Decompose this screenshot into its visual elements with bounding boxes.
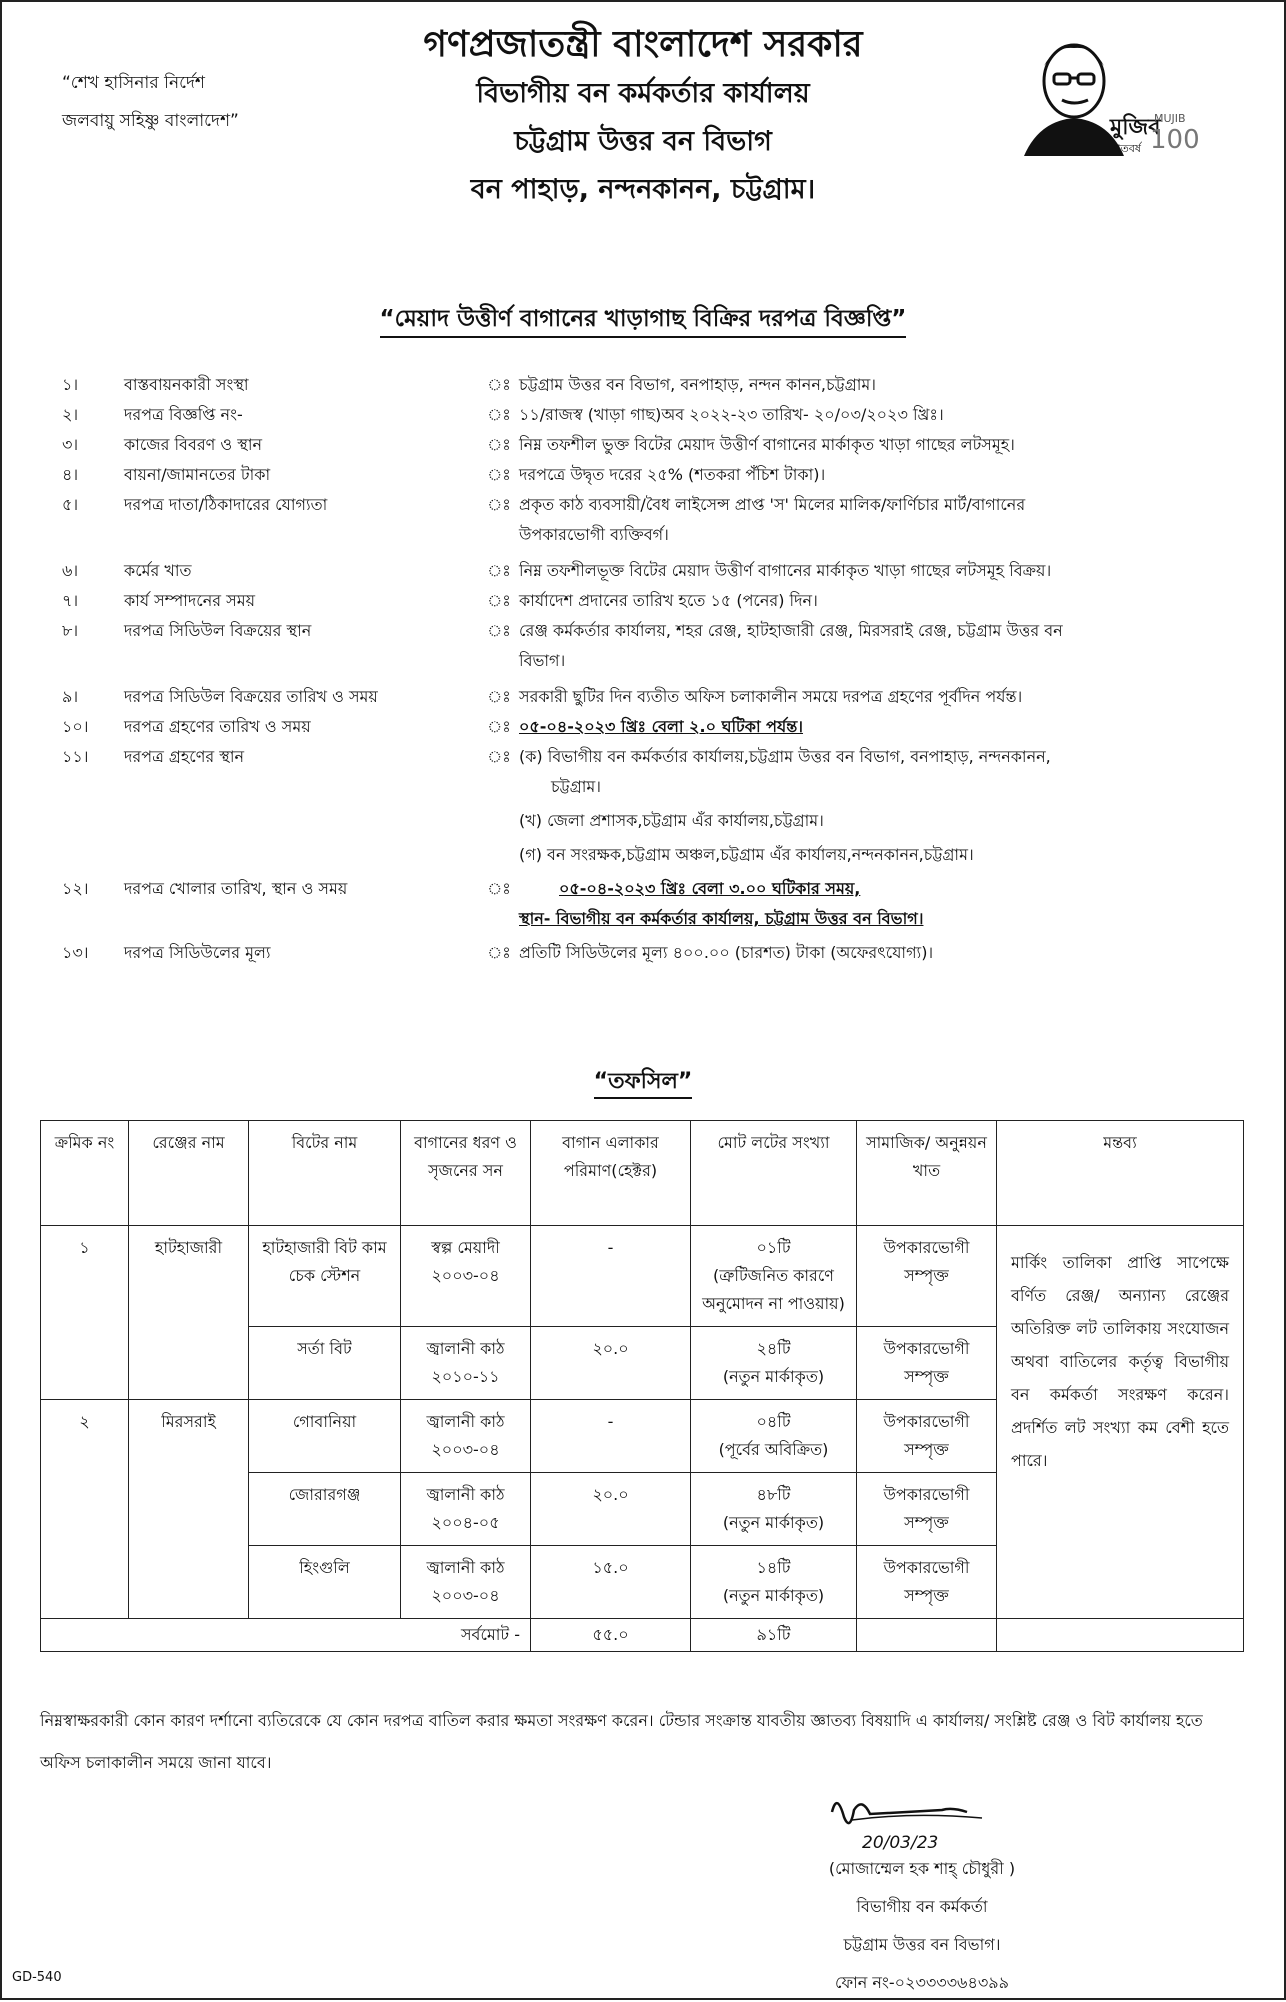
item-row [62,682,1242,712]
gd-number: GD-540 [12,1970,62,1985]
item-colon: ঃ [487,375,511,394]
table-total-row [41,1619,1244,1652]
office-name: বিভাগীয় বন কর্মকর্তার কার্যালয় [476,78,810,109]
signatory-office: চট্টগ্রাম উত্তর বন বিভাগ। [843,1935,1001,1954]
item-row [62,586,1242,616]
signature-block [772,1850,1072,2002]
item-number: ১। [62,375,79,394]
item-row [62,712,1242,742]
cell-remark: মার্কিং তালিকা প্রাপ্তি সাপেক্ষে বর্ণিত রেঞ্জ/ অন্যান্য রেঞ্জের অতিরিক্ত লট তালিকায় সংযোজন অথবা বাতিলের কর্তৃত্ব বিভাগীয় বন কর্মকর্তা সংরক্ষণ করেন। প্রদর্শিত লট সংখ্যা কম বেশী হতে পারে। [997,1226,1244,1619]
item-number: ১১। [62,747,89,766]
item-value-line: ০৫-০৪-২০২৩ খ্রিঃ বেলা ৩.০০ ঘটিকার সময়, [559,879,861,898]
col-header-area: বাগান এলাকার পরিমাণ(হেক্টর) [531,1121,691,1226]
item-label: বাস্তবায়নকারী সংস্থা [124,375,249,394]
item-label: কর্মের খাত [124,561,192,580]
item-row [62,938,1242,968]
lots-note: (পূর্বের অবিক্রিত) [718,1440,829,1459]
col-header-remark: মন্তব্য [997,1121,1244,1226]
item-value: ১১/রাজস্ব (খাড়া গাছ)অব ২০২২-২৩ তারিখ- ২০/০৩/২০২৩ খ্রিঃ। [519,405,944,424]
item-number: ৯। [62,687,79,706]
item-row [62,430,1242,460]
logo-text-shatabarsha: শতবর্ষ [1114,142,1141,155]
item-label: কার্য সম্পাদনের সময় [124,591,256,610]
item-value [519,616,1242,676]
item-number: ২। [62,405,79,424]
signature-icon [792,1792,1042,1852]
slogan-line-1: “শেখ হাসিনার নির্দেশ [62,73,205,93]
mujib-100-logo [1004,26,1200,166]
item-row [62,460,1242,490]
item-label: কাজের বিবরণ ও স্থান [124,435,263,454]
total-label: সর্বমোট - [41,1619,531,1652]
signatory-designation: বিভাগীয় বন কর্মকর্তা [856,1897,988,1916]
cell-range: হাটহাজারী [129,1226,249,1400]
lots-note: (নতুন মার্কাকৃত) [722,1367,825,1386]
cell-lots [691,1400,857,1473]
cell-range: মিরসরাই [129,1400,249,1619]
item-colon: ঃ [487,687,511,706]
item-number: ১২। [62,879,89,898]
item-value-line: (গ) বন সংরক্ষক,চট্টগ্রাম অঞ্চল,চট্টগ্রাম এঁর কার্যালয়,নন্দনকানন,চট্টগ্রাম। [519,845,974,864]
cell-area: ২০.০ [531,1473,691,1546]
cell-type: জ্বালানী কাঠ ২০০৪-০৫ [401,1473,531,1546]
table-row [41,1226,1244,1327]
item-label: দরপত্র সিডিউলের মূল্য [124,943,271,962]
total-area: ৫৫.০ [531,1619,691,1652]
cell-beat: সর্তা বিট [249,1327,401,1400]
cell-sector: উপকারভোগী সম্পৃক্ত [857,1226,997,1327]
cell-lots [691,1546,857,1619]
item-row [62,400,1242,430]
govt-title: গণপ্রজাতন্ত্রী বাংলাদেশ সরকার [423,24,863,65]
details-table [40,1120,1244,1652]
item-row [62,742,1242,870]
cell-area: ১৫.০ [531,1546,691,1619]
lots-note: (নতুন মার্কাকৃত) [722,1586,825,1605]
item-colon: ঃ [487,495,511,514]
item-colon: ঃ [487,621,511,640]
lots-count: ০১টি [756,1238,791,1257]
item-row [62,490,1242,550]
item-number: ৩। [62,435,79,454]
item-number: ৮। [62,621,79,640]
item-value-line: উপকারভোগী ব্যক্তিবর্গ। [519,525,669,544]
item-value-line: প্রকৃত কাঠ ব্যবসায়ী/বৈধ লাইসেন্স প্রাপ্ত 'স' মিলের মালিক/ফার্ণিচার মার্ট/বাগানের [519,495,1026,514]
item-number: ১৩। [62,943,89,962]
item-value: ০৫-০৪-২০২৩ খ্রিঃ বেলা ২.০ ঘটিকা পর্যন্ত। [519,717,804,736]
item-number: ৪। [62,465,79,484]
lots-count: ১৪টি [756,1558,791,1577]
logo-text-mujib-en: MUJIB [1154,112,1186,125]
logo-text-100: 100 [1150,125,1200,155]
lots-note: (ত্রুটিজনিত কারণে অনুমোদন না পাওয়ায়) [702,1266,845,1313]
signature [792,1792,1042,1852]
signatory-phone: ফোন নং-০২৩৩৩৩৬৪৩৯৯ [834,1973,1010,1992]
cell-beat: হাটহাজারী বিট কাম চেক স্টেশন [249,1226,401,1327]
cell-sector: উপকারভোগী সম্পৃক্ত [857,1473,997,1546]
item-row [62,370,1242,400]
item-number: ৫। [62,495,79,514]
col-header-beat: বিটের নাম [249,1121,401,1226]
notice-title: “মেয়াদ উত্তীর্ণ বাগানের খাড়াগাছ বিক্রির দরপত্র বিজ্ঞপ্তি” [2,300,1284,339]
item-number: ১০। [62,717,89,736]
total-empty-1 [857,1619,997,1652]
item-colon: ঃ [487,717,511,736]
logo-text-mujib: মুজিব [1110,115,1161,140]
cell-beat: গোবানিয়া [249,1400,401,1473]
cell-beat: জোরারগঞ্জ [249,1473,401,1546]
item-colon: ঃ [487,747,511,766]
slogan-line-2: জলবায়ু সহিষ্ণু বাংলাদেশ” [62,111,239,131]
item-value [519,742,1242,870]
details-title: “তফসিল” [2,1064,1284,1101]
item-colon: ঃ [487,405,511,424]
cell-serial: ১ [41,1226,129,1400]
item-label: দরপত্র সিডিউল বিক্রয়ের তারিখ ও সময় [124,687,378,706]
lots-count: ২৪টি [756,1339,791,1358]
cell-type: জ্বালানী কাঠ ২০০৩-০৪ [401,1546,531,1619]
item-colon: ঃ [487,465,511,484]
item-colon: ঃ [487,879,511,898]
signatory-name: (মোজাম্মেল হক শাহ্ চৌধুরী ) [828,1859,1016,1878]
item-value-line: (খ) জেলা প্রশাসক,চট্টগ্রাম এঁর কার্যালয়,চট্টগ্রাম। [519,811,824,830]
cell-type: জ্বালানী কাঠ ২০১০-১১ [401,1327,531,1400]
col-header-type: বাগানের ধরণ ও সৃজনের সন [401,1121,531,1226]
item-row [62,556,1242,586]
col-header-range: রেঞ্জের নাম [129,1121,249,1226]
cell-sector: উপকারভোগী সম্পৃক্ত [857,1400,997,1473]
portrait-icon [1004,26,1200,166]
cell-lots [691,1473,857,1546]
item-value: কার্যাদেশ প্রদানের তারিখ হতে ১৫ (পনের) দিন। [519,591,818,610]
cell-serial: ২ [41,1400,129,1619]
item-value-line: চট্টগ্রাম। [551,777,601,796]
item-label: দরপত্র গ্রহণের স্থান [124,747,245,766]
item-value: সরকারী ছুটির দিন ব্যতীত অফিস চলাকালীন সময়ে দরপত্র গ্রহণের পূর্বদিন পর্যন্ত। [519,687,1023,706]
division-name: চট্টগ্রাম উত্তর বন বিভাগ [514,126,772,157]
item-value-line: বিভাগ। [519,651,566,670]
lots-count: ৪৮টি [756,1485,791,1504]
cell-type: স্বল্প মেয়াদী ২০০৩-০৪ [401,1226,531,1327]
item-value-line: রেঞ্জ কর্মকর্তার কার্যালয়, শহর রেঞ্জ, হাটহাজারী রেঞ্জ, মিরসরাই রেঞ্জ, চট্টগ্রাম উত্তর বন [519,621,1063,640]
cell-lots [691,1327,857,1400]
cell-area: - [531,1400,691,1473]
item-label: দরপত্র বিজ্ঞপ্তি নং- [124,405,243,424]
lots-note: (নতুন মার্কাকৃত) [722,1513,825,1532]
item-value: দরপত্রে উদ্বৃত দরের ২৫% (শতকরা পঁচিশ টাকা)। [519,465,826,484]
cell-sector: উপকারভোগী সম্পৃক্ত [857,1327,997,1400]
signature-date: 20/03/23 [862,1833,939,1853]
cell-type: জ্বালানী কাঠ ২০০৩-০৪ [401,1400,531,1473]
item-label: দরপত্র সিডিউল বিক্রয়ের স্থান [124,621,312,640]
col-header-lots: মোট লটের সংখ্যা [691,1121,857,1226]
item-colon: ঃ [487,591,511,610]
cell-area: - [531,1226,691,1327]
item-value [519,874,1242,934]
item-value [519,490,1242,550]
cell-area: ২০.০ [531,1327,691,1400]
col-header-serial: ক্রমিক নং [41,1121,129,1226]
cell-beat: হিংগুলি [249,1546,401,1619]
item-label: দরপত্র খোলার তারিখ, স্থান ও সময় [124,879,348,898]
item-value: চট্টগ্রাম উত্তর বন বিভাগ, বনপাহাড়, নন্দন কানন,চট্টগ্রাম। [519,375,876,394]
office-address: বন পাহাড়, নন্দনকানন, চট্টগ্রাম। [470,174,816,205]
item-number: ৭। [62,591,79,610]
item-label: দরপত্র গ্রহণের তারিখ ও সময় [124,717,311,736]
item-value: প্রতিটি সিডিউলের মূল্য ৪০০.০০ (চারশত) টাকা (অফেরৎযোগ্য)। [519,943,934,962]
cell-lots [691,1226,857,1327]
item-row [62,616,1242,676]
item-label: বায়না/জামানতের টাকা [124,465,271,484]
total-empty-2 [997,1619,1244,1652]
notice-items [62,370,1242,968]
footer-note: নিম্নস্বাক্ষরকারী কোন কারণ দর্শানো ব্যতিরেকে যে কোন দরপত্র বাতিল করার ক্ষমতা সংরক্ষণ করেন। টেন্ডার সংক্রান্ত যাবতীয় জ্ঞাতব্য বিষয়াদি এ কার্যালয়/ সংশ্লিষ্ট রেঞ্জ ও বিট কার্যালয় হতে অফিস চলাকালীন সময়ে জানা যাবে। [40,1711,1203,1772]
item-colon: ঃ [487,943,511,962]
item-colon: ঃ [487,561,511,580]
item-row [62,874,1242,934]
item-value: নিম্ন তফশীলভূক্ত বিটের মেয়াদ উত্তীর্ণ বাগানের মার্কাকৃত খাড়া গাছের লটসমূহ বিক্রয়। [519,561,1052,580]
lots-count: ০৪টি [756,1412,791,1431]
item-colon: ঃ [487,435,511,454]
table-header-row [41,1121,1244,1226]
item-number: ৬। [62,561,79,580]
col-header-sector: সামাজিক/ অনুন্নয়ন খাত [857,1121,997,1226]
total-lots: ৯১টি [691,1619,857,1652]
item-label: দরপত্র দাতা/ঠিকাদারের যোগ্যতা [124,495,328,514]
cell-sector: উপকারভোগী সম্পৃক্ত [857,1546,997,1619]
item-value: নিম্ন তফশীল ভুক্ত বিটের মেয়াদ উত্তীর্ণ বাগানের মার্কাকৃত খাড়া গাছের লটসমূহ। [519,435,1015,454]
item-value-line: (ক) বিভাগীয় বন কর্মকর্তার কার্যালয়,চট্টগ্রাম উত্তর বন বিভাগ, বনপাহাড়, নন্দনকানন, [519,747,1051,766]
item-value-line: স্থান- বিভাগীয় বন কর্মকর্তার কার্যালয়, চট্টগ্রাম উত্তর বন বিভাগ। [519,909,924,928]
